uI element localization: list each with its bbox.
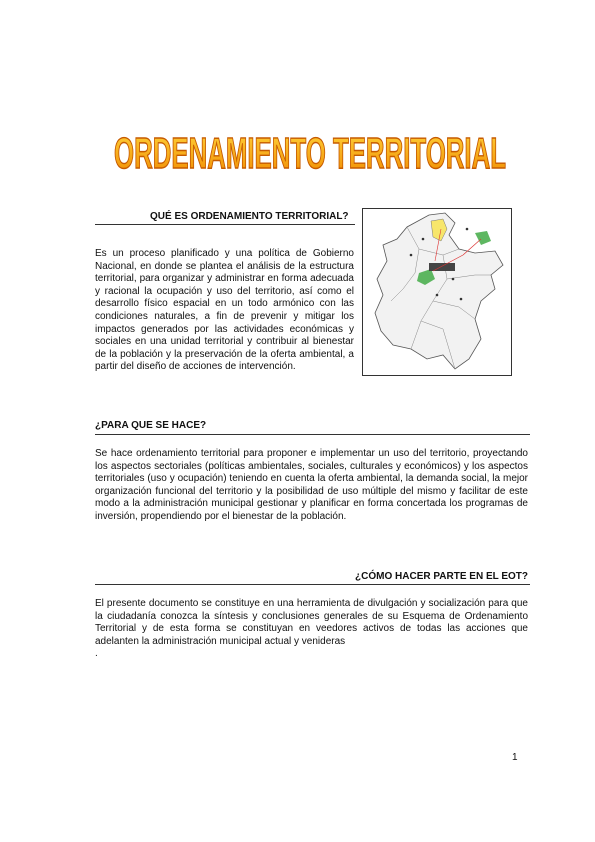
section-divider bbox=[95, 224, 355, 225]
section-heading-que-es: QUÉ ES ORDENAMIENTO TERRITORIAL? bbox=[150, 211, 349, 222]
document-title-text: ORDENAMIENTO TERRITORIAL bbox=[114, 129, 506, 178]
section-divider bbox=[95, 434, 530, 435]
section-heading-como-hacer: ¿CÓMO HACER PARTE EN EL EOT? bbox=[355, 571, 528, 582]
colombia-map-figure bbox=[362, 208, 512, 376]
document-title bbox=[110, 120, 510, 182]
section-body-para-que: Se hace ordenamiento territorial para proponer e implementar un uso del territorio, proyectando los aspectos sectoriales (políticas ambientales, sociales, culturales y económicos) y los aspectos territoriales (uso y ocupación) teniendo en cuenta la oferta ambiental, la demanda social, la mejor organización funcional del territorio y la posibilidad de uso múltiple del mismo y facilitar de este modo a la administración municipal gestionar y planificar en forma concertada los programas de inversión, propendiendo por el bienestar de la población. bbox=[95, 448, 528, 522]
page-number: 1 bbox=[512, 752, 518, 763]
trailing-period: . bbox=[95, 648, 98, 659]
section-divider bbox=[95, 584, 530, 585]
colombia-map-icon bbox=[363, 209, 511, 375]
section-heading-para-que: ¿PARA QUE SE HACE? bbox=[95, 420, 207, 431]
section-body-como-hacer: El presente documento se constituye en una herramienta de divulgación y socialización para que la ciudadanía conozca la síntesis y conclusiones generales de su Esquema de Ordenamiento Territorial y de esta forma se constituyan en veedores activos de todas las acciones que adelanten la administración municipal actual y venideras bbox=[95, 598, 528, 647]
section-body-que-es: Es un proceso planificado y una política de Gobierno Nacional, en donde se plantea el análisis de la estructura territorial, para organizar y administrar en forma adecuada y racional la ocupación y uso del territorio, así como el desarrollo físico espacial en un todo armónico con las condiciones naturales, a fin de prevenir y mitigar los impactos generados por las actividades económicas y sociales en una unidad territorial y contribuir al bienestar de la población y la preservación de la oferta ambiental, a partir del diseño de acciones de intervención. bbox=[95, 248, 354, 373]
